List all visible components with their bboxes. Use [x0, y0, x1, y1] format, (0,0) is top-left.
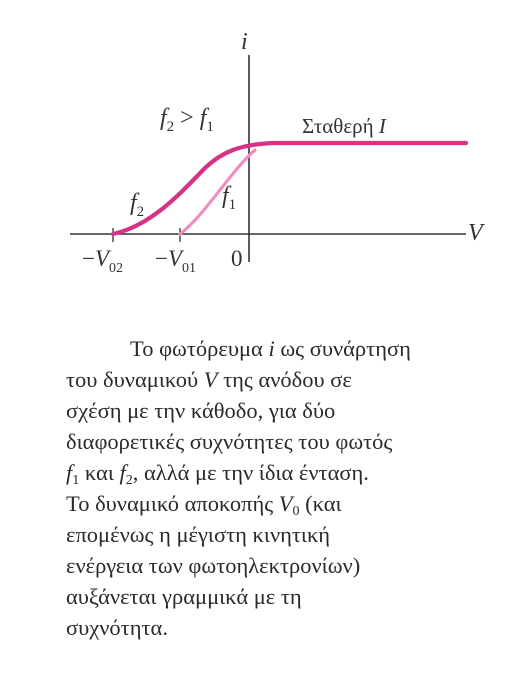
- caption-symbol-f1: f: [66, 460, 73, 485]
- caption-text: του δυναμικού: [66, 367, 204, 392]
- curve-f2: [113, 143, 466, 234]
- caption-line-2: [66, 364, 486, 395]
- caption-text: Το δυναμικό αποκοπής: [66, 491, 279, 516]
- tick-v02-v: V: [94, 246, 110, 271]
- caption-text: ως συνάρτηση: [274, 336, 411, 361]
- caption-line-8: ενέργεια των φωτοηλεκτρονίων): [66, 553, 361, 578]
- curve-f2-sub: 2: [136, 204, 145, 220]
- caption-text: και: [79, 460, 120, 485]
- tick-v01-v: V: [167, 246, 183, 271]
- caption-line-9: αυξάνεται γραμμικά με τη: [66, 584, 302, 609]
- tick-v01-minus: −: [155, 246, 168, 271]
- caption-text: της ανόδου σε: [217, 367, 352, 392]
- caption-line-1: [66, 333, 486, 364]
- curve-f1-sub: 1: [228, 197, 237, 213]
- tick-v02-label: [82, 246, 123, 276]
- curve-f2-f: f: [130, 190, 137, 216]
- caption-line-4: διαφορετικές συχνότητες του φωτός: [66, 429, 393, 454]
- caption-symbol-f2: f: [119, 460, 126, 485]
- caption-text: , αλλά με την ίδια ένταση.: [132, 460, 369, 485]
- caption-line-6: [66, 488, 486, 519]
- tick-v01-sub: 01: [182, 261, 197, 276]
- caption-sub: 0: [292, 504, 300, 519]
- axis-i-label: i: [241, 29, 248, 55]
- tick-zero-label: 0: [231, 246, 243, 271]
- caption-line-7: επομένως η μέγιστη κινητική: [66, 522, 331, 547]
- caption-symbol-i: i: [268, 336, 275, 361]
- cond-gt: >: [180, 105, 194, 131]
- axis-v-label: V: [468, 220, 483, 246]
- tick-v02-sub: 02: [109, 261, 124, 276]
- saturation-word: Σταθερή: [302, 114, 379, 138]
- figure-caption: [66, 333, 486, 643]
- caption-line-10: συχνότητα.: [66, 615, 168, 640]
- saturation-I: I: [378, 114, 386, 138]
- tick-v02-minus: −: [82, 246, 95, 271]
- cond-f1-sub: 1: [206, 119, 214, 135]
- caption-text: (και: [299, 491, 342, 516]
- saturation-label: [302, 114, 387, 138]
- caption-text: Το φωτόρευμα: [130, 336, 269, 361]
- cond-f2-sub: 2: [166, 119, 175, 135]
- curve-f1-label: [222, 183, 236, 213]
- photocurrent-diagram: [0, 0, 511, 320]
- caption-symbol-v0: V: [278, 491, 293, 516]
- cond-f2: f: [160, 105, 167, 131]
- caption-line-5: [66, 457, 486, 488]
- cond-f1: f: [199, 105, 207, 131]
- frequency-condition: [160, 105, 214, 135]
- caption-sub: 2: [125, 473, 133, 488]
- caption-sub: 1: [72, 473, 80, 488]
- curve-f1: [180, 150, 255, 234]
- curve-f1-f: f: [222, 183, 229, 209]
- tick-v01-label: [155, 246, 196, 276]
- curve-f2-label: [130, 190, 144, 220]
- caption-symbol-v: V: [203, 367, 218, 392]
- caption-line-3: σχέση με την κάθοδο, για δύο: [66, 398, 336, 423]
